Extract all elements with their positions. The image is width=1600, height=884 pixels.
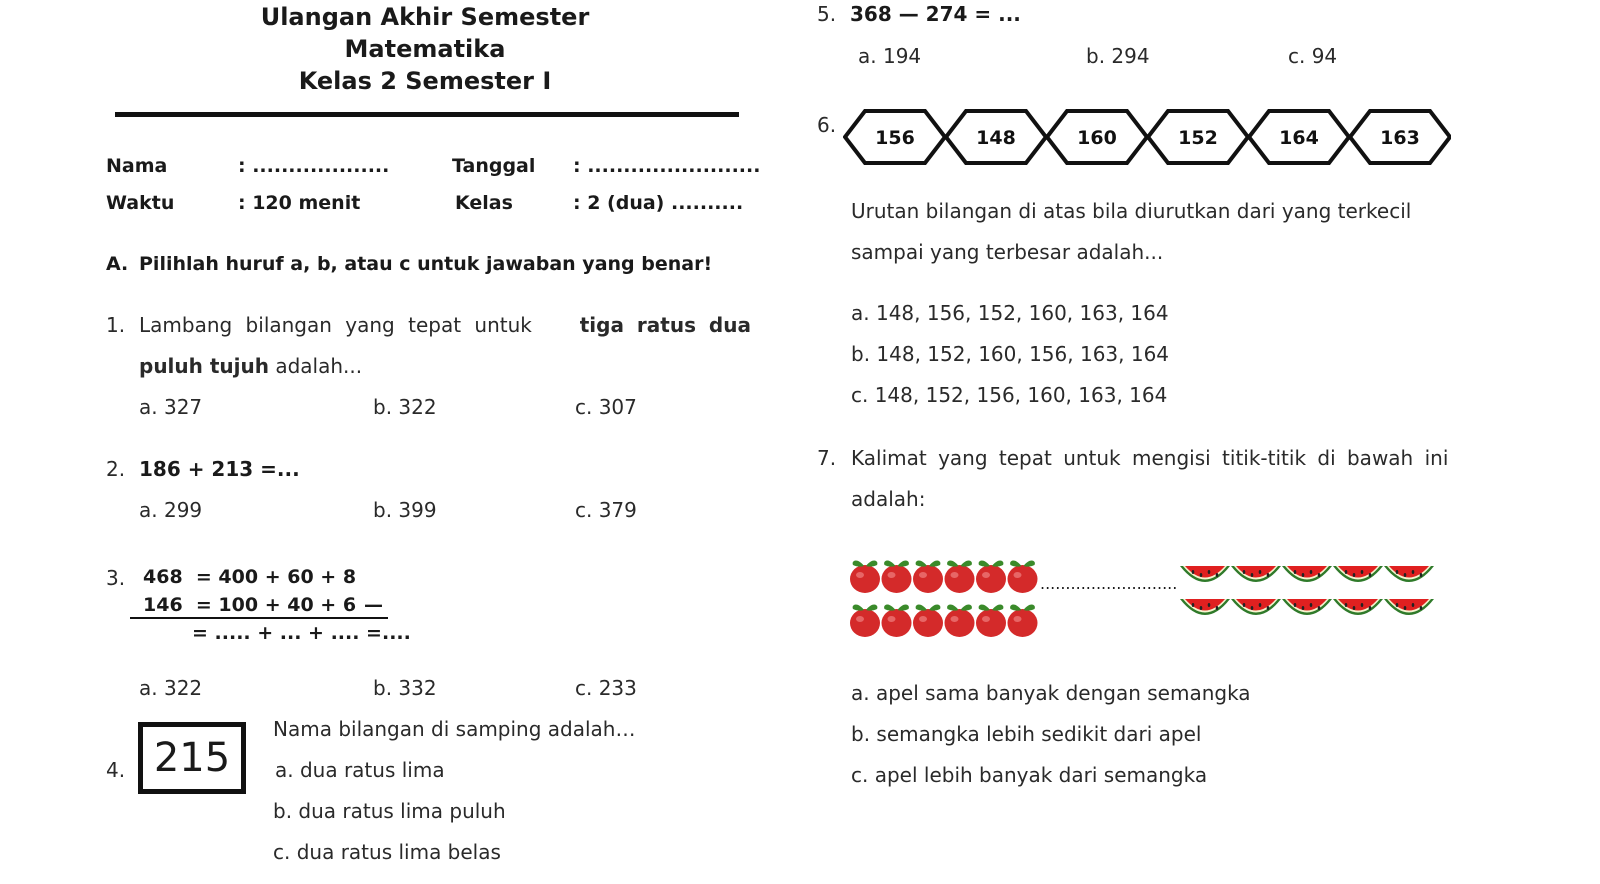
q1-bold-b: puluh tujuh: [139, 354, 269, 378]
q4-number-box: 215: [138, 722, 246, 794]
watermelon-icon: [1384, 566, 1434, 582]
apple-icon: [976, 561, 1006, 593]
apple-icon: [882, 561, 912, 593]
hexagon-label-1: 156: [875, 127, 915, 149]
watermelon-icon: [1282, 566, 1332, 582]
tanggal-field[interactable]: : ........................: [573, 155, 761, 177]
q1-option-b[interactable]: b. 322: [373, 395, 437, 419]
apple-icon: [945, 561, 975, 593]
q7-option-c[interactable]: c. apel lebih banyak dari semangka: [851, 763, 1208, 787]
q7-text-line-1: Kalimat yang tepat untuk mengisi titik-titik di bawah ini: [851, 446, 1449, 470]
q1-option-a[interactable]: a. 327: [139, 395, 203, 419]
q5-option-a[interactable]: a. 194: [858, 44, 922, 68]
kelas-value: : 2 (dua) ..........: [573, 192, 744, 214]
q6-text-line-2: sampai yang terbesar adalah...: [851, 240, 1164, 264]
q6-option-a[interactable]: a. 148, 156, 152, 160, 163, 164: [851, 301, 1169, 325]
q4-number: 4.: [106, 758, 126, 782]
q7-number: 7.: [817, 446, 837, 470]
apple-icon: [976, 605, 1006, 637]
q4-text: Nama bilangan di samping adalah…: [273, 717, 636, 741]
q1-text-line-2: [139, 354, 362, 378]
q3-line-2: 146 = 100 + 40 + 6: [143, 594, 357, 616]
q2-text: 186 + 213 =...: [139, 457, 300, 481]
q1-text-line-1: [139, 313, 751, 337]
apple-icon: [882, 605, 912, 637]
q3-number: 3.: [106, 566, 126, 590]
hexagon-label-5: 164: [1279, 127, 1319, 149]
watermelon-icon: [1180, 566, 1230, 582]
q7-option-a[interactable]: a. apel sama banyak dengan semangka: [851, 681, 1251, 705]
kelas-label: Kelas: [455, 192, 513, 214]
q5-option-c[interactable]: c. 94: [1288, 44, 1338, 68]
q7-apples-group: [848, 550, 1044, 642]
q3-option-c[interactable]: c. 233: [575, 676, 637, 700]
q7-text-line-2: adalah:: [851, 487, 926, 511]
apple-icon: [913, 561, 943, 593]
q3-minus-sign: —: [364, 594, 383, 616]
tanggal-label: Tanggal: [452, 155, 536, 177]
q3-option-a[interactable]: a. 322: [139, 676, 203, 700]
q6-option-b[interactable]: b. 148, 152, 160, 156, 163, 164: [851, 342, 1170, 366]
q3-option-b[interactable]: b. 332: [373, 676, 437, 700]
apple-icon: [850, 605, 880, 637]
hexagon-label-4: 152: [1178, 127, 1218, 149]
apple-icon: [1008, 605, 1038, 637]
title-line-1: Ulangan Akhir Semester: [260, 3, 590, 31]
q2-number: 2.: [106, 457, 126, 481]
q4-option-b[interactable]: b. dua ratus lima puluh: [273, 799, 506, 823]
waktu-label: Waktu: [106, 192, 175, 214]
q6-hexagon-sequence: [843, 108, 1451, 166]
q5-option-b[interactable]: b. 294: [1086, 44, 1150, 68]
watermelon-icon: [1231, 599, 1281, 615]
q1-number: 1.: [106, 313, 126, 337]
watermelon-icon: [1231, 566, 1281, 582]
nama-label: Nama: [106, 155, 168, 177]
q3-sum-line: [130, 617, 388, 619]
q6-text-line-1: Urutan bilangan di atas bila diurutkan dari yang terkecil: [851, 199, 1412, 223]
nama-field[interactable]: : ...................: [238, 155, 390, 177]
q7-watermelons-group: [1176, 556, 1436, 628]
apple-icon: [945, 605, 975, 637]
hexagon-label-6: 163: [1380, 127, 1420, 149]
q5-number: 5.: [817, 2, 837, 26]
watermelon-icon: [1333, 566, 1383, 582]
q4-option-c[interactable]: c. dua ratus lima belas: [273, 840, 501, 864]
watermelon-icon: [1333, 599, 1383, 615]
q4-option-a[interactable]: a. dua ratus lima: [275, 758, 445, 782]
q1-option-c[interactable]: c. 307: [575, 395, 637, 419]
apple-icon: [913, 605, 943, 637]
q7-dotted-blank: ...........................: [1040, 574, 1178, 593]
section-a-instruction: Pilihlah huruf a, b, atau c untuk jawaban yang benar!: [139, 253, 713, 275]
header-divider: [115, 112, 739, 117]
q6-number: 6.: [817, 113, 837, 137]
q1-bold-a: tiga ratus dua: [579, 313, 751, 337]
hexagon-label-2: 148: [976, 127, 1016, 149]
watermelon-icon: [1384, 599, 1434, 615]
watermelon-icon: [1282, 599, 1332, 615]
hexagon-label-3: 160: [1077, 127, 1117, 149]
q5-text: 368 — 274 = ...: [850, 2, 1021, 26]
q2-option-b[interactable]: b. 399: [373, 498, 437, 522]
apple-icon: [850, 561, 880, 593]
watermelon-icon: [1180, 599, 1230, 615]
apple-icon: [1008, 561, 1038, 593]
q2-option-a[interactable]: a. 299: [139, 498, 203, 522]
q6-option-c[interactable]: c. 148, 152, 156, 160, 163, 164: [851, 383, 1168, 407]
title-line-2: Matematika: [344, 35, 506, 63]
q3-line-1: 468 = 400 + 60 + 8: [143, 566, 357, 588]
q7-option-b[interactable]: b. semangka lebih sedikit dari apel: [851, 722, 1202, 746]
q1-text-b: adalah...: [275, 354, 363, 378]
section-a-label: A.: [106, 253, 129, 275]
waktu-value: : 120 menit: [238, 192, 361, 214]
q3-line-3: = ..... + ... + .... =....: [192, 622, 411, 644]
q1-text-a: Lambang bilangan yang tepat untuk: [139, 313, 532, 337]
title-line-3: Kelas 2 Semester I: [298, 67, 552, 95]
q2-option-c[interactable]: c. 379: [575, 498, 637, 522]
